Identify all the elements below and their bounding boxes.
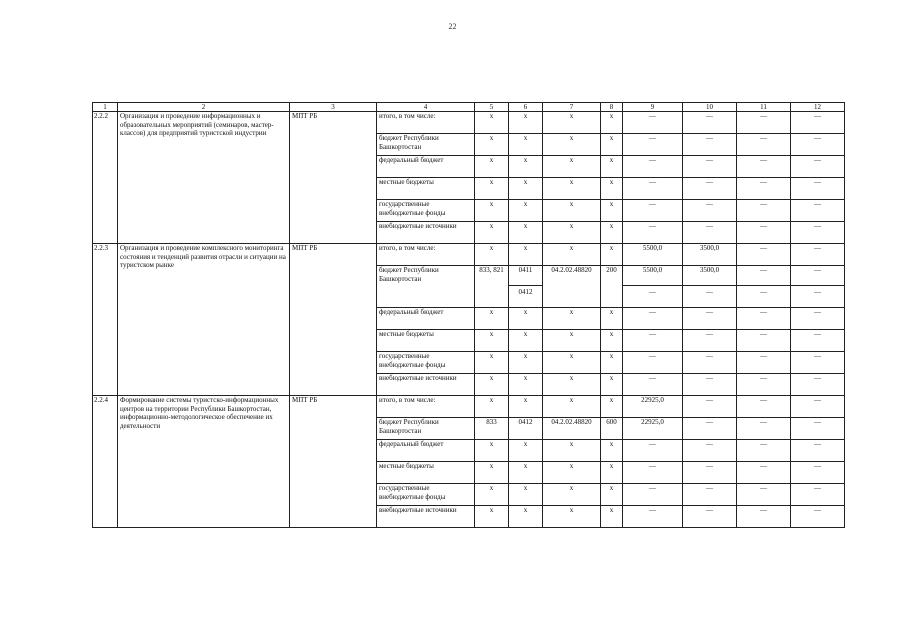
cell-c5: x [475, 484, 509, 506]
cell-c11: — [737, 200, 791, 222]
cell-c11: — [737, 308, 791, 330]
cell-c5: x [475, 308, 509, 330]
section-code: 2.2.2 [93, 112, 118, 244]
cell-c12: — [791, 330, 845, 352]
cell-c5: x [475, 396, 509, 418]
cell-c5: x [475, 462, 509, 484]
cell-c12: — [791, 112, 845, 134]
cell-c6: x [509, 352, 543, 374]
cell-c9: 5500,0 [623, 244, 683, 266]
cell-c10-line-1: 3500,0 [683, 266, 736, 286]
cell-c8: x [601, 484, 623, 506]
cell-c8: x [601, 244, 623, 266]
cell-c12: — [791, 156, 845, 178]
cell-c10: 3500,0 [683, 244, 737, 266]
cell-c10: — [683, 374, 737, 396]
cell-c6: x [509, 178, 543, 200]
cell-c11: — [737, 440, 791, 462]
cell-c9 [623, 266, 683, 308]
cell-c6-line-2: 0412 [518, 288, 533, 296]
column-number-12: 12 [791, 103, 845, 112]
cell-c8: 200 [601, 266, 623, 308]
cell-c8: x [601, 396, 623, 418]
cell-c9: — [623, 178, 683, 200]
cell-c5: x [475, 134, 509, 156]
cell-c8: x [601, 308, 623, 330]
table-row [93, 244, 845, 266]
cell-c8: x [601, 352, 623, 374]
cell-c6: x [509, 484, 543, 506]
cell-c12: — [791, 462, 845, 484]
cell-c6: x [509, 506, 543, 528]
funding-source: государственные внебюджетные фонды [377, 352, 475, 374]
cell-c9: — [623, 308, 683, 330]
section-code: 2.2.3 [93, 244, 118, 396]
cell-c6: 0412 [509, 418, 543, 440]
table-row [93, 396, 845, 418]
cell-c11: — [737, 222, 791, 244]
cell-c8: x [601, 178, 623, 200]
cell-c10: — [683, 134, 737, 156]
cell-c9-line-2: — [649, 288, 656, 296]
column-number-7: 7 [543, 103, 601, 112]
cell-c5: 833, 821 [475, 266, 509, 308]
cell-c5: x [475, 200, 509, 222]
cell-c11: — [737, 462, 791, 484]
section-executor: МПТ РБ [290, 244, 377, 396]
cell-c8: x [601, 134, 623, 156]
cell-c6: x [509, 200, 543, 222]
cell-c5: x [475, 222, 509, 244]
cell-c12: — [791, 352, 845, 374]
cell-c12: — [791, 506, 845, 528]
cell-c5: x [475, 156, 509, 178]
cell-c8: x [601, 156, 623, 178]
cell-c7: x [543, 462, 601, 484]
section-name: Организация и проведение комплексного мониторинга состояния и тенденций развития отрасли и ситуации на туристском рынке [118, 244, 290, 396]
cell-c5: x [475, 506, 509, 528]
cell-c9: — [623, 484, 683, 506]
cell-c12: — [791, 374, 845, 396]
cell-c7: x [543, 308, 601, 330]
funding-source: итого, в том числе: [377, 396, 475, 418]
cell-c10: — [683, 352, 737, 374]
cell-c7: 04.2.02.48820 [543, 266, 601, 308]
cell-c9-line-1: 5500,0 [623, 266, 682, 286]
cell-c8: x [601, 112, 623, 134]
cell-c12: — [791, 484, 845, 506]
cell-c5: x [475, 244, 509, 266]
cell-c8: 600 [601, 418, 623, 440]
cell-c5: x [475, 440, 509, 462]
cell-c6-line-1: 0411 [509, 266, 542, 286]
cell-c9: — [623, 134, 683, 156]
funding-source: федеральный бюджет [377, 308, 475, 330]
column-number-9: 9 [623, 103, 683, 112]
cell-c9: — [623, 112, 683, 134]
cell-c12: — [791, 222, 845, 244]
cell-c5: x [475, 112, 509, 134]
funding-source: внебюджетные источники [377, 506, 475, 528]
cell-c11-line-2: — [760, 288, 767, 296]
funding-source: местные бюджеты [377, 178, 475, 200]
section-name: Формирование системы туристско-информационных центров на территории Республики Башкортостан, информационно-методологическое обеспечение их деятельности [118, 396, 290, 528]
funding-source: бюджет Республики Башкортостан [377, 134, 475, 156]
cell-c7: 04.2.02.48820 [543, 418, 601, 440]
cell-c7: x [543, 330, 601, 352]
cell-c6: x [509, 396, 543, 418]
cell-c7: x [543, 222, 601, 244]
cell-c12-line-2: — [814, 288, 821, 296]
cell-c10: — [683, 396, 737, 418]
cell-c6: x [509, 330, 543, 352]
cell-c10: — [683, 418, 737, 440]
cell-c8: x [601, 462, 623, 484]
column-number-11: 11 [737, 103, 791, 112]
cell-c5: x [475, 330, 509, 352]
funding-source: итого, в том числе: [377, 112, 475, 134]
cell-c6: x [509, 134, 543, 156]
cell-c11: — [737, 134, 791, 156]
cell-c6: x [509, 112, 543, 134]
page-number: 22 [448, 22, 457, 31]
cell-c9: 22925,0 [623, 396, 683, 418]
column-number-1: 1 [93, 103, 118, 112]
cell-c7: x [543, 112, 601, 134]
column-number-10: 10 [683, 103, 737, 112]
cell-c5: x [475, 374, 509, 396]
cell-c9: — [623, 374, 683, 396]
cell-c12: — [791, 418, 845, 440]
cell-c12: — [791, 178, 845, 200]
cell-c6: x [509, 374, 543, 396]
cell-c11: — [737, 352, 791, 374]
cell-c9: — [623, 352, 683, 374]
cell-c11: — [737, 244, 791, 266]
cell-c7: x [543, 156, 601, 178]
cell-c9: — [623, 506, 683, 528]
cell-c12 [791, 266, 845, 308]
cell-c9: — [623, 156, 683, 178]
cell-c10: — [683, 484, 737, 506]
header-row [93, 103, 845, 112]
cell-c7: x [543, 396, 601, 418]
section-name: Организация и проведение информационных и образовательных мероприятий (семинаров, мастер-классов) для предприятий туристской индустрии [118, 112, 290, 244]
cell-c11: — [737, 178, 791, 200]
cell-c11: — [737, 156, 791, 178]
cell-c11: — [737, 418, 791, 440]
cell-c11: — [737, 374, 791, 396]
funding-source: итого, в том числе: [377, 244, 475, 266]
cell-c12: — [791, 244, 845, 266]
cell-c7: x [543, 506, 601, 528]
cell-c7: x [543, 374, 601, 396]
funding-source: внебюджетные источники [377, 222, 475, 244]
column-number-3: 3 [290, 103, 377, 112]
cell-c12: — [791, 440, 845, 462]
cell-c5: x [475, 352, 509, 374]
section-code: 2.2.4 [93, 396, 118, 528]
column-number-4: 4 [377, 103, 475, 112]
cell-c11: — [737, 330, 791, 352]
cell-c6 [509, 266, 543, 308]
cell-c10: — [683, 462, 737, 484]
cell-c12: — [791, 396, 845, 418]
funding-source: федеральный бюджет [377, 440, 475, 462]
funding-source: федеральный бюджет [377, 156, 475, 178]
cell-c6: x [509, 440, 543, 462]
cell-c12-line-1: — [791, 266, 844, 286]
cell-c8: x [601, 440, 623, 462]
section-executor: МПТ РБ [290, 112, 377, 244]
section-executor: МПТ РБ [290, 396, 377, 528]
cell-c7: x [543, 200, 601, 222]
cell-c6: x [509, 222, 543, 244]
column-number-5: 5 [475, 103, 509, 112]
cell-c6: x [509, 244, 543, 266]
column-number-6: 6 [509, 103, 543, 112]
cell-c12: — [791, 200, 845, 222]
funding-source: государственные внебюджетные фонды [377, 484, 475, 506]
cell-c10 [683, 266, 737, 308]
cell-c7: x [543, 178, 601, 200]
cell-c8: x [601, 330, 623, 352]
cell-c11-line-1: — [737, 266, 790, 286]
cell-c10: — [683, 506, 737, 528]
cell-c6: x [509, 462, 543, 484]
cell-c12: — [791, 308, 845, 330]
cell-c7: x [543, 440, 601, 462]
cell-c9: — [623, 440, 683, 462]
cell-c11 [737, 266, 791, 308]
column-number-2: 2 [118, 103, 290, 112]
cell-c11: — [737, 484, 791, 506]
cell-c10: — [683, 112, 737, 134]
cell-c10: — [683, 308, 737, 330]
cell-c12: — [791, 134, 845, 156]
funding-source: местные бюджеты [377, 330, 475, 352]
cell-c10: — [683, 330, 737, 352]
cell-c8: x [601, 222, 623, 244]
cell-c5: x [475, 178, 509, 200]
cell-c6: x [509, 156, 543, 178]
cell-c10: — [683, 200, 737, 222]
cell-c10: — [683, 222, 737, 244]
funding-source: местные бюджеты [377, 462, 475, 484]
cell-c10: — [683, 440, 737, 462]
cell-c11: — [737, 506, 791, 528]
table-row [93, 112, 845, 134]
cell-c11: — [737, 396, 791, 418]
funding-source: бюджет Республики Башкортостан [377, 418, 475, 440]
cell-c9: — [623, 330, 683, 352]
cell-c8: x [601, 506, 623, 528]
table-body [93, 103, 845, 528]
cell-c7: x [543, 352, 601, 374]
funding-source: внебюджетные источники [377, 374, 475, 396]
cell-c6: x [509, 308, 543, 330]
cell-c9: 22925,0 [623, 418, 683, 440]
cell-c8: x [601, 374, 623, 396]
cell-c7: x [543, 244, 601, 266]
cell-c9: — [623, 462, 683, 484]
cell-c10: — [683, 156, 737, 178]
cell-c5: 833 [475, 418, 509, 440]
cell-c9: — [623, 200, 683, 222]
cell-c11: — [737, 112, 791, 134]
cell-c8: x [601, 200, 623, 222]
funding-source: государственные внебюджетные фонды [377, 200, 475, 222]
funding-source: бюджет Республики Башкортостан [377, 266, 475, 308]
cell-c7: x [543, 134, 601, 156]
cell-c9: — [623, 222, 683, 244]
column-number-8: 8 [601, 103, 623, 112]
cell-c10: — [683, 178, 737, 200]
budget-table [92, 102, 845, 528]
cell-c7: x [543, 484, 601, 506]
cell-c10-line-2: — [706, 288, 713, 296]
